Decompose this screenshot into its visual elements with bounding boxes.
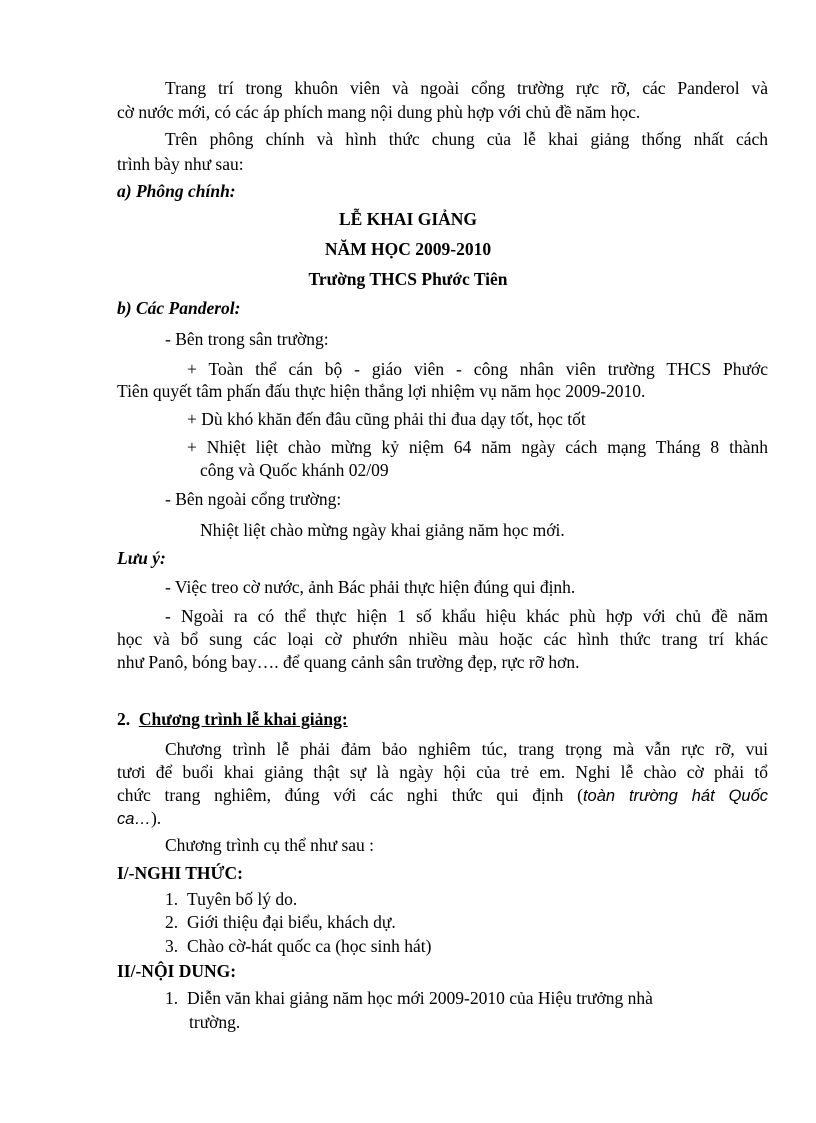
program-paragraph-line3 xyxy=(117,784,768,807)
program-intro: Chương trình cụ thể như sau : xyxy=(165,835,375,855)
part-1-heading: I/-NGHI THỨC: xyxy=(117,863,243,883)
item-number: 2. xyxy=(165,912,179,932)
inside-item-1-line2: Tiên quyết tâm phấn đấu thực hiện thắng lợi nhiệm vụ năm học 2009-2010. xyxy=(117,381,646,401)
note-2-line3: như Panô, bóng bay…. để quang cảnh sân trường đẹp, rực rỡ hơn. xyxy=(117,652,580,672)
banner-school-name: Trường THCS Phước Tiên xyxy=(308,269,508,289)
section-b-heading: b) Các Panderol: xyxy=(117,298,241,318)
inside-item-3-line1: + Nhiệt liệt chào mừng kỷ niệm 64 năm ngày cách mạng Tháng 8 thành xyxy=(187,437,768,457)
item-text: Diễn văn khai giảng năm học mới 2009-2010 của Hiệu trưởng nhà xyxy=(187,988,653,1008)
program-line4-text: ). xyxy=(150,808,162,828)
outside-text: Nhiệt liệt chào mừng ngày khai giảng năm học mới. xyxy=(200,520,565,540)
inside-item-3-line2: công và Quốc khánh 02/09 xyxy=(200,460,389,480)
banner-school-year: NĂM HỌC 2009-2010 xyxy=(324,239,492,259)
banner-title: LỄ KHAI GIẢNG xyxy=(338,209,478,229)
part-2-heading: II/-NỘI DUNG: xyxy=(117,961,237,981)
outside-label: - Bên ngoài cổng trường: xyxy=(165,489,342,509)
item-text: Giới thiệu đại biểu, khách dự. xyxy=(187,912,396,932)
paragraph-layout-line1: Trên phông chính và hình thức chung của lễ khai giảng thống nhất cách xyxy=(165,129,768,149)
program-line3-text: chức trang nghiêm, đúng với các nghi thức qui định ( xyxy=(117,785,583,805)
section-2-heading xyxy=(117,708,348,730)
item-number: 1. xyxy=(165,889,179,909)
section-2-number: 2. xyxy=(117,709,131,729)
program-line3-italic: toàn trường hát Quốc xyxy=(582,787,769,805)
section-a-heading: a) Phông chính: xyxy=(117,181,236,201)
program-paragraph-line2: tươi để buổi khai giảng thật sự là ngày hội của trẻ em. Nghi lễ chào cờ phải tổ xyxy=(117,762,768,782)
part-2-item-1-line1 xyxy=(165,987,653,1009)
program-paragraph-line4 xyxy=(117,807,161,830)
item-text: Chào cờ-hát quốc ca (học sinh hát) xyxy=(187,936,432,956)
program-paragraph-line1: Chương trình lễ phải đảm bảo nghiêm túc, trang trọng mà vẫn rực rỡ, vui xyxy=(165,739,768,759)
part-2-item-1-line2: trường. xyxy=(189,1012,241,1032)
paragraph-layout-line2: trình bày như sau: xyxy=(117,154,244,174)
section-2-title: Chương trình lễ khai giảng: xyxy=(138,709,348,729)
part-1-item-2 xyxy=(165,911,396,933)
note-2-line1: - Ngoài ra có thể thực hiện 1 số khẩu hiệu khác phù hợp với chủ đề năm xyxy=(165,606,768,626)
inside-label: - Bên trong sân trường: xyxy=(165,329,329,349)
item-text: Tuyên bố lý do. xyxy=(187,889,298,909)
item-number: 1. xyxy=(165,988,179,1008)
part-1-item-3 xyxy=(165,935,431,957)
note-1: - Việc treo cờ nước, ảnh Bác phải thực hiện đúng qui định. xyxy=(165,577,576,597)
inside-item-1-line1: + Toàn thể cán bộ - giáo viên - công nhân viên trường THCS Phước xyxy=(187,359,768,379)
note-2-line2: học và bổ sung các loại cờ phướn nhiều màu hoặc các hình thức trang trí khác xyxy=(117,629,768,649)
note-heading: Lưu ý: xyxy=(117,548,166,568)
paragraph-decoration-line2: cờ nước mới, có các áp phích mang nội dung phù hợp với chủ đề năm học. xyxy=(117,102,641,122)
part-1-item-1 xyxy=(165,888,297,910)
inside-item-2: + Dù khó khăn đến đâu cũng phải thi đua dạy tốt, học tốt xyxy=(187,409,586,429)
paragraph-decoration-line1: Trang trí trong khuôn viên và ngoài cổng trường rực rỡ, các Panderol và xyxy=(165,78,768,98)
program-line4-italic: ca… xyxy=(117,810,151,828)
item-number: 3. xyxy=(165,936,179,956)
